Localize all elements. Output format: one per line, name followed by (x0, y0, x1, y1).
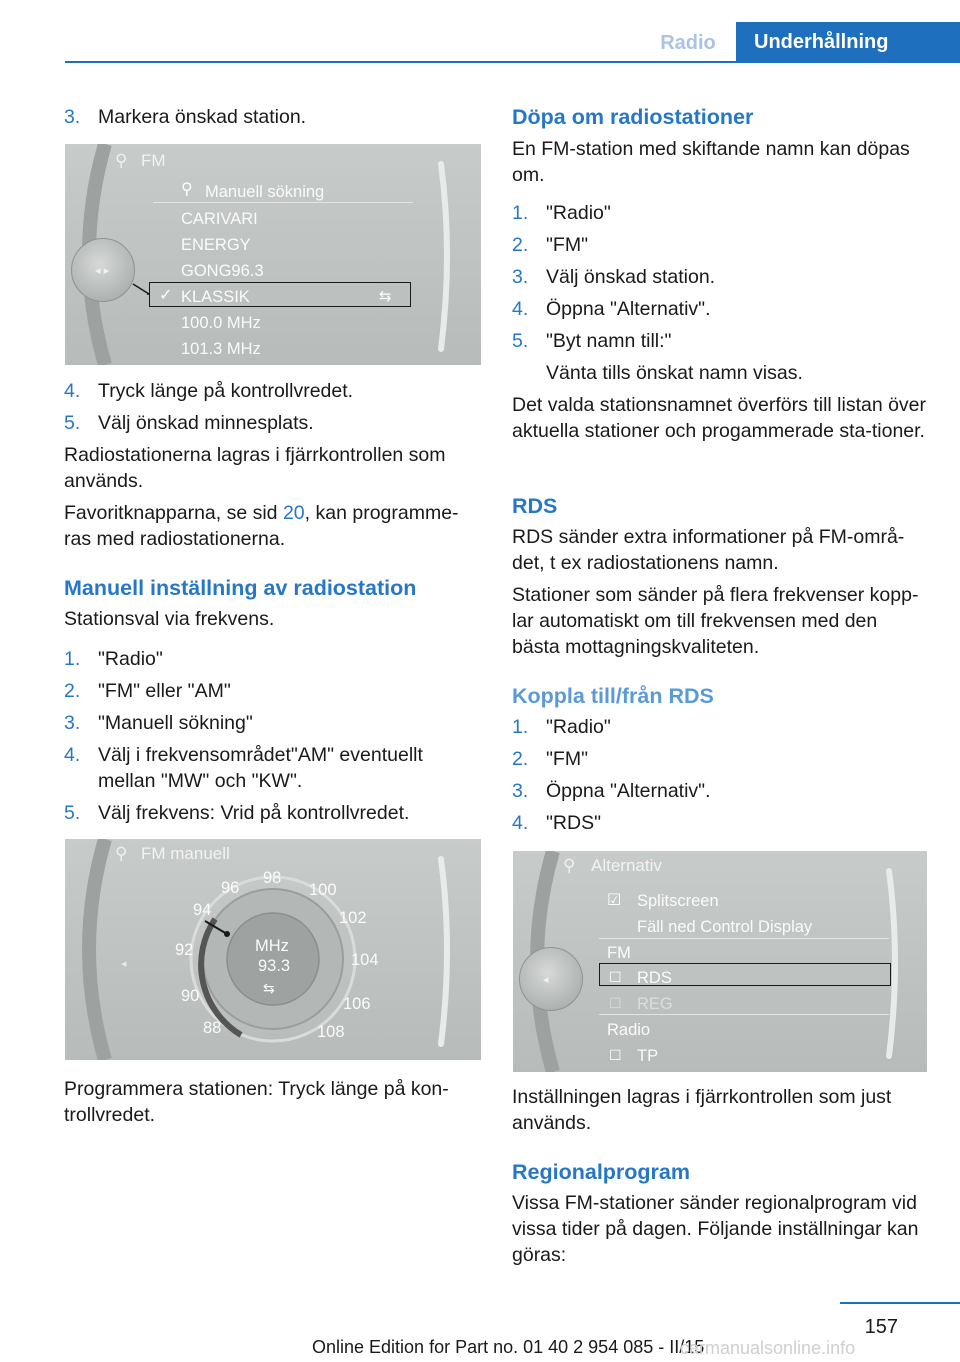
paragraph: Stationer som sänder på flera frekvenser kopp‐lar automatiskt om till frekvensen med den bästa mottagningskvaliteten. (512, 584, 919, 658)
paragraph: Vissa FM-stationer sänder regionalprogram vid vissa tider på dagen. Följande inställningar kan göras: (512, 1192, 919, 1266)
screenshot-fm-list (65, 144, 481, 365)
separator (599, 1014, 889, 1015)
dial-tick-88: 88 (203, 1019, 222, 1037)
heading-regional: Regionalprogram (512, 1160, 690, 1184)
step-b2: 2. "FM" eller "AM" (64, 680, 231, 702)
signal-icon: ⚲ (115, 151, 128, 170)
station-item[interactable]: ENERGY (181, 236, 251, 254)
station-item[interactable]: CARIVARI (181, 210, 258, 228)
step-s4: 4. "RDS" (512, 812, 602, 834)
dial-tick-108: 108 (317, 1023, 345, 1041)
step-r5-sub: Vänta tills önskat namn visas. (546, 362, 803, 384)
separator (153, 202, 413, 203)
left-arrow-icon: ◂ (543, 974, 549, 986)
manual-search-item[interactable]: Manuell sökning (205, 183, 325, 201)
dial-tick-92: 92 (175, 941, 194, 959)
step-4: 4. Tryck länge på kontrollvredet. (64, 380, 354, 402)
heading-rds-toggle: Koppla till/från RDS (512, 684, 714, 708)
station-item-selected[interactable]: KLASSIK (181, 288, 250, 306)
paragraph-favorites: Favoritknapparna, se sid 20, kan programme‐ras med radiostationerna. (64, 502, 459, 550)
step-s2: 2. "FM" (512, 748, 588, 770)
search-icon: ⚲ (181, 181, 193, 198)
checkbox-icon: ☐ (609, 1047, 622, 1063)
frequency-unit: MHz (255, 937, 289, 955)
step-b1: 1. "Radio" (64, 648, 163, 670)
station-item[interactable]: GONG96.3 (181, 262, 264, 280)
station-item[interactable]: 100.0 MHz (181, 314, 261, 332)
left-arrow-icon: ◂ ▸ (95, 265, 110, 277)
checkbox-disabled-icon: ☐ (609, 995, 622, 1011)
option-tp[interactable]: TP (637, 1047, 659, 1065)
left-arrow-icon: ◂ (121, 958, 127, 970)
paragraph: Det valda stationsnamnet överförs till listan över aktuella stationer och progammerade sta‐tioner. (512, 394, 927, 442)
paragraph-program: Programmera stationen: Tryck länge på kon‐trollvredet. (64, 1078, 449, 1126)
dial-tick-98: 98 (263, 869, 282, 887)
screen-title: FM (141, 151, 166, 170)
dial-tick-90: 90 (181, 987, 200, 1005)
heading-rename: Döpa om radiostationer (512, 105, 754, 129)
tab-underhallning[interactable]: Underhållning (736, 22, 960, 63)
dial-tick-96: 96 (221, 879, 240, 897)
dial-tick-104: 104 (351, 951, 379, 969)
watermark: carmanualsonline.info (680, 1338, 856, 1358)
screenshot-fm-manual (65, 839, 481, 1060)
step-b5: 5. Välj frekvens: Vrid på kontrollvredet. (64, 802, 410, 824)
separator (599, 938, 889, 939)
dial-tick-102: 102 (339, 909, 367, 927)
option-rds[interactable]: RDS (637, 969, 672, 987)
paragraph: Radiostationerna lagras i fjärrkontrollen som används. (64, 444, 446, 492)
step-r5: 5. "Byt namn till:" (512, 330, 672, 352)
screenshot-alternativ (513, 851, 927, 1072)
controller-knob[interactable] (519, 947, 583, 1011)
store-icon: ⇆ (379, 288, 392, 305)
step-b3: 3. "Manuell sökning" (64, 712, 253, 734)
left-column (64, 0, 484, 1300)
step-r2: 2. "FM" (512, 234, 588, 256)
step-b4: 4. Välj i frekvensområdet"AM" eventuellt mellan "MW" och "KW". (64, 744, 423, 792)
paragraph: En FM-station med skiftande namn kan döpas om. (512, 138, 910, 186)
section-heading: Manuell inställning av radiostation (64, 576, 417, 600)
dial-tick-106: 106 (343, 995, 371, 1013)
dial-tick-94: 94 (193, 901, 212, 919)
frequency-value: 93.3 (258, 957, 291, 975)
screen-title: Alternativ (591, 856, 662, 875)
right-column (512, 0, 932, 1300)
step-s3: 3. Öppna "Alternativ". (512, 780, 711, 802)
step-r4: 4. Öppna "Alternativ". (512, 298, 711, 320)
option-reg[interactable]: REG (637, 995, 673, 1013)
step-s1: 1. "Radio" (512, 716, 611, 738)
footer-edition: Online Edition for Part no. 01 40 2 954 085 - II/15 (312, 1337, 705, 1357)
step-5: 5. Välj önskad minnesplats. (64, 412, 314, 434)
paragraph: RDS sänder extra informationer på FM-områ‐det, t ex radiostationens namn. (512, 526, 905, 574)
screen-title: FM manuell (141, 844, 230, 863)
option-fold-display[interactable]: Fäll ned Control Display (637, 918, 813, 936)
group-fm: FM (607, 944, 631, 962)
tab-radio[interactable]: Radio (660, 32, 716, 54)
signal-icon: ⚲ (563, 856, 576, 875)
option-splitscreen[interactable]: Splitscreen (637, 892, 719, 910)
check-icon: ✓ (159, 287, 173, 304)
heading-rds: RDS (512, 494, 558, 518)
page-link[interactable]: 20 (282, 502, 305, 524)
page-number: 157 (864, 1316, 898, 1338)
signal-icon: ⚲ (115, 844, 128, 863)
step-r1: 1. "Radio" (512, 202, 611, 224)
station-item[interactable]: 101.3 MHz (181, 340, 261, 358)
step-3: 3. Markera önskad station. (64, 106, 307, 128)
paragraph: Inställningen lagras i fjärrkontrollen som just används. (512, 1086, 892, 1134)
checkbox-icon: ☐ (609, 969, 622, 985)
dial-tick-100: 100 (309, 881, 337, 899)
footer-rule (840, 1302, 960, 1304)
group-radio: Radio (607, 1021, 651, 1039)
step-r3: 3. Välj önskad station. (512, 266, 716, 288)
store-icon: ⇆ (263, 980, 275, 996)
section-subtitle: Stationsval via frekvens. (64, 608, 275, 630)
checkbox-checked-icon: ☑ (607, 892, 622, 909)
